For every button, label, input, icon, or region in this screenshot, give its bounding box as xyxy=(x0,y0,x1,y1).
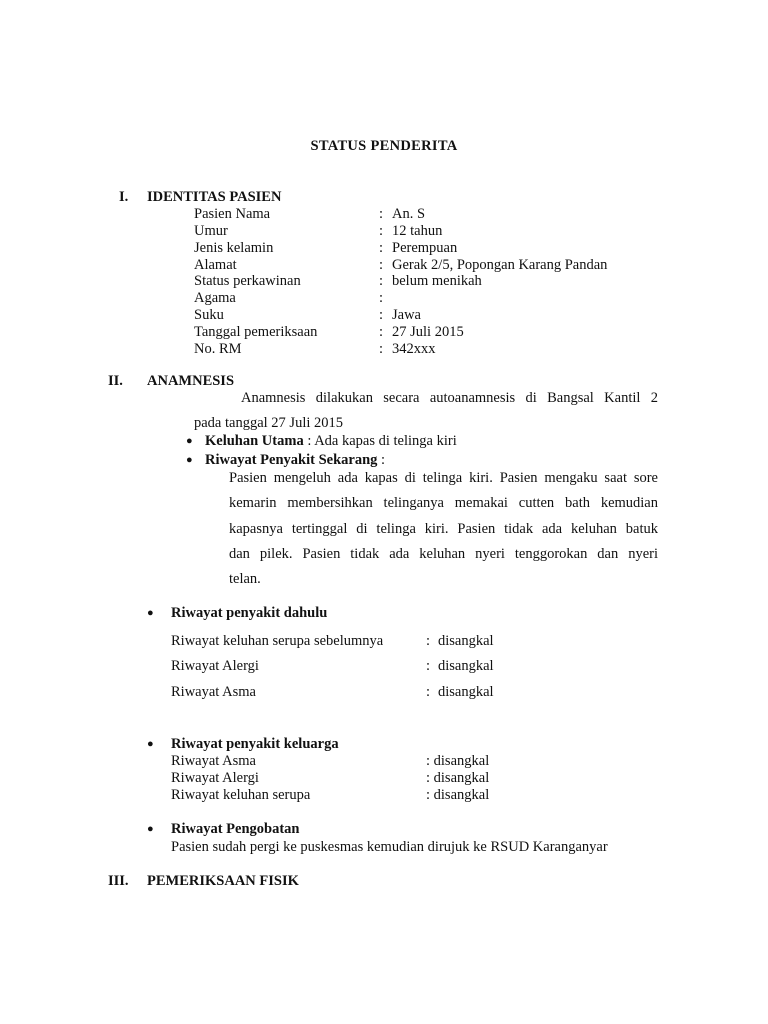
identitas-value: 27 Juli 2015 xyxy=(392,324,464,340)
bullet-icon: ● xyxy=(147,823,154,835)
identitas-value: Jawa xyxy=(392,307,421,323)
rps-paragraph-line: telan. xyxy=(229,571,261,587)
identitas-label: Tanggal pemeriksaan xyxy=(194,324,318,340)
section-heading-identitas: IDENTITAS PASIEN xyxy=(147,189,282,205)
identitas-value: An. S xyxy=(392,206,426,222)
identitas-value: Perempuan xyxy=(392,240,458,256)
rps-separator: : xyxy=(377,452,386,468)
identitas-separator: : xyxy=(379,240,384,256)
identitas-separator: : xyxy=(379,257,384,273)
identitas-separator: : xyxy=(379,273,384,289)
pengobatan-heading: Riwayat Pengobatan xyxy=(171,821,300,837)
identitas-label: No. RM xyxy=(194,341,242,357)
rps-paragraph-line: kapasnya tertinggal di telinga kiri. Pasien tidak ada keluhan batuk xyxy=(229,521,658,537)
pengobatan-text: Pasien sudah pergi ke puskesmas kemudian dirujuk ke RSUD Karanganyar xyxy=(171,839,608,855)
section-heading-fisik: PEMERIKSAAN FISIK xyxy=(147,873,299,889)
rpk-label: Riwayat Asma xyxy=(171,753,256,769)
keluhan-utama-label: Keluhan Utama xyxy=(205,433,304,449)
identitas-label: Alamat xyxy=(194,257,237,273)
rpd-label: Riwayat keluhan serupa sebelumnya xyxy=(171,633,384,649)
rpk-heading: Riwayat penyakit keluarga xyxy=(171,736,339,752)
rpd-separator: : xyxy=(426,633,431,649)
section-number-anamnesis: II. xyxy=(108,373,123,389)
identitas-label: Pasien Nama xyxy=(194,206,271,222)
bullet-icon: ● xyxy=(186,454,193,466)
rps-paragraph-line: Pasien mengeluh ada kapas di telinga kiri. Pasien mengaku saat sore xyxy=(229,470,658,486)
rpd-value: disangkal xyxy=(438,658,494,674)
identitas-value: 342xxx xyxy=(392,341,436,357)
rpk-label: Riwayat keluhan serupa xyxy=(171,787,311,803)
bullet-icon: ● xyxy=(147,738,154,750)
identitas-value: Gerak 2/5, Popongan Karang Pandan xyxy=(392,257,608,273)
section-number-fisik: III. xyxy=(108,873,129,889)
rpd-label: Riwayat Asma xyxy=(171,684,256,700)
identitas-separator: : xyxy=(379,324,384,340)
rps-heading xyxy=(205,453,385,468)
anamnesis-intro-line: pada tanggal 27 Juli 2015 xyxy=(194,415,344,431)
identitas-label: Jenis kelamin xyxy=(194,240,274,256)
keluhan-utama-value: Ada kapas di telinga kiri xyxy=(314,433,457,449)
rpd-value: disangkal xyxy=(438,684,494,700)
rps-paragraph-line: dan pilek. Pasien tidak ada keluhan nyeri tenggorokan dan nyeri xyxy=(229,546,658,562)
rpk-value: : disangkal xyxy=(426,770,490,786)
rpk-label: Riwayat Alergi xyxy=(171,770,259,786)
bullet-icon: ● xyxy=(147,607,154,619)
section-heading-anamnesis: ANAMNESIS xyxy=(147,373,235,389)
document-title: STATUS PENDERITA xyxy=(310,138,458,154)
keluhan-utama-separator: : xyxy=(303,433,315,449)
rpd-heading: Riwayat penyakit dahulu xyxy=(171,605,328,621)
identitas-label: Status perkawinan xyxy=(194,273,301,289)
rpd-value: disangkal xyxy=(438,633,494,649)
rpk-value: : disangkal xyxy=(426,787,490,803)
identitas-separator: : xyxy=(379,341,384,357)
bullet-icon: ● xyxy=(186,435,193,447)
identitas-value: 12 tahun xyxy=(392,223,443,239)
rps-label: Riwayat Penyakit Sekarang xyxy=(205,452,378,468)
section-number-identitas: I. xyxy=(119,189,129,205)
rpd-label: Riwayat Alergi xyxy=(171,658,259,674)
rps-paragraph-line: kemarin membersihkan telinganya memakai cutten bath kemudian xyxy=(229,495,658,511)
identitas-separator: : xyxy=(379,206,384,222)
rpd-separator: : xyxy=(426,658,431,674)
rpk-value: : disangkal xyxy=(426,753,490,769)
identitas-separator: : xyxy=(379,223,384,239)
identitas-value: belum menikah xyxy=(392,273,482,289)
identitas-label: Suku xyxy=(194,307,224,323)
rpd-separator: : xyxy=(426,684,431,700)
anamnesis-intro-line: Anamnesis dilakukan secara autoanamnesis di Bangsal Kantil 2 xyxy=(241,390,658,406)
identitas-separator: : xyxy=(379,307,384,323)
keluhan-utama xyxy=(205,434,457,449)
identitas-label: Agama xyxy=(194,290,236,306)
identitas-separator: : xyxy=(379,290,384,306)
identitas-label: Umur xyxy=(194,223,228,239)
